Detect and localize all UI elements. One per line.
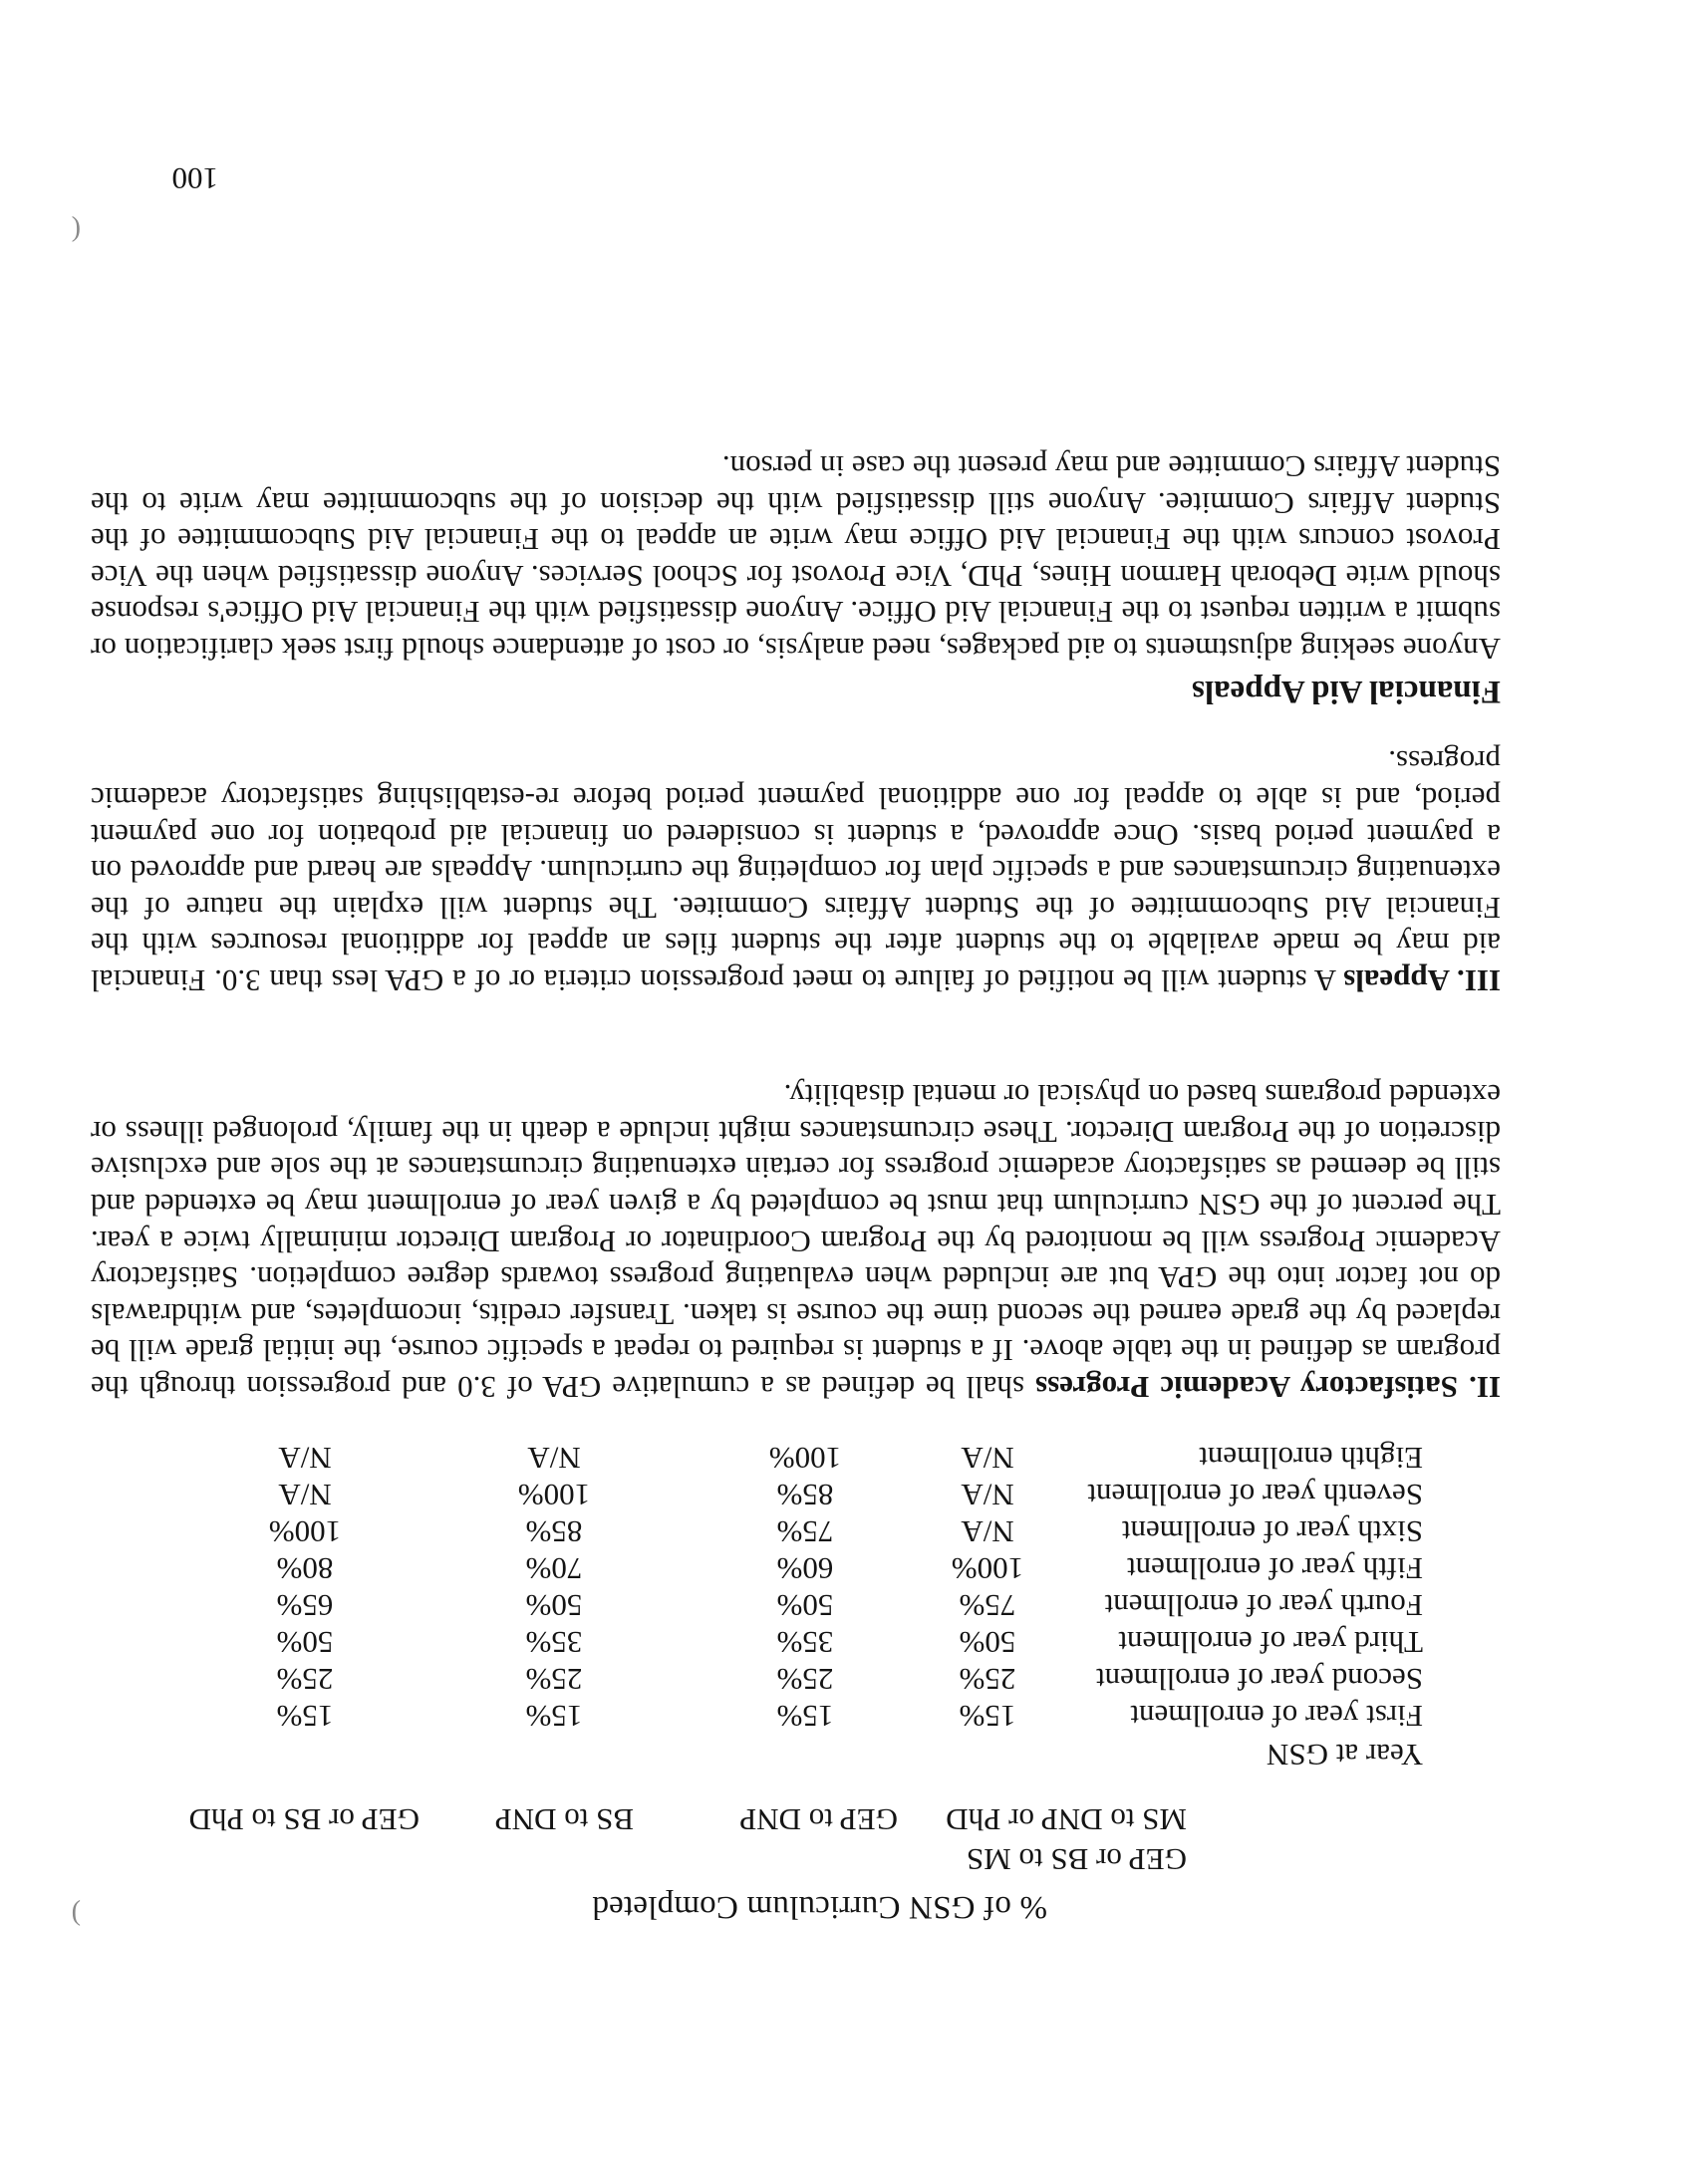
table-cell: 15% [959,1699,1016,1734]
section-text: shall be defined as a cumulative GPA of 3.0 and progression through the program as defined in the table above. If a student is required to repeat a specific course, the initial grade will be replaced by the grade earned the second time the course is taken. Transfer credits, incompletes, and withdrawals do not factor into the GPA but are included when evaluating progress towards degree completion. Satisfactory Academic Progress will be monitored by the Program Coordinator or Program Director minimally twice a year. The percent of the GSN curriculum that must be completed by a given year of enrollment may be extended and still be deemed as satisfactory academic progress for certain extenuating circumstances at the sole and exclusive discretion of the Program Director. These circumstances might include a death in the family, prolonged illness or extended programs based on physical or mental disability. [90,1078,1501,1405]
column-header-gep-bs-ms: GEP or BS to MS [966,1842,1187,1877]
row-header: Year at GSN [1266,1738,1423,1773]
column-header-ms-dnp-phd: MS to DNP or PhD [946,1802,1187,1837]
financial-aid-appeals-heading: Financial Aid Appeals [1192,674,1501,709]
table-cell: 100% [951,1551,1024,1586]
table-cell: 85% [776,1478,834,1512]
table-cell: 100% [768,1441,842,1476]
table-cell: 35% [525,1625,583,1660]
financial-aid-appeals-text: Anyone seeking adjustments to aid packages, need analysis, or cost of attendance should first seek clarification or submit a written request to the Financial Aid Office. Anyone dissatisfied with the Financial Aid Office's response should write Deborah Harmon Hines, PhD, Vice Provost for School Services. Anyone dissatisfied when the Vice Provost concurs with the Financial Aid Office may write an appeal to the Financial Aid Subcommittee of the Student Affairs Commitee. Anyone still dissatisfied with the decision of the subcommittee may write to the Student Affairs Committee and may present the case in person. [91,449,1501,667]
table-cell: 75% [776,1514,834,1549]
table-cell: 70% [525,1551,583,1586]
table-cell: N/A [278,1441,332,1476]
table-caption: % of GSN Curriculum Completed [592,1889,1047,1925]
table-cell: 60% [776,1551,834,1586]
table-cell: N/A [961,1514,1014,1549]
table-cell: 25% [959,1662,1016,1697]
table-cell: 75% [959,1588,1016,1623]
table-row-label: First year of enrollment [1130,1699,1423,1734]
table-cell: 50% [276,1625,334,1660]
table-cell: 25% [525,1662,583,1697]
table-row-label: Sixth year of enrollment [1121,1514,1423,1549]
section-text: A student will be notified of failure to meet progression criteria or of a GPA less than 3.0. Financial aid may be made available to the student after the student files an appeal for additional resources with the Financial Aid Subcommittee of the Student Affairs Commitee. The student will explain the nature of the extenuating circumstances and a specific plan for completing the curriculum. Appeals are heard and approved on a payment period basis. Once approved, a student is considered on financial aid probation for one payment period, and is able to appeal for one additional payment period before re-establishing satisfactory academic progress. [91,744,1501,998]
table-row-label: Seventh year of enrollment [1087,1478,1423,1512]
table-row-label: Fourth year of enrollment [1104,1588,1423,1623]
table-cell: 85% [525,1514,583,1549]
table-cell: N/A [527,1441,581,1476]
table-cell: N/A [961,1478,1014,1512]
table-cell: 65% [276,1588,334,1623]
section-heading: III. Appeals [1343,963,1501,998]
section-appeals [91,743,1501,998]
table-cell: 50% [525,1588,583,1623]
table-cell: 25% [776,1662,834,1697]
table-row-label: Third year of enrollment [1118,1625,1423,1660]
column-header-bs-dnp: BS to DNP [494,1802,634,1837]
page-number: 100 [171,161,218,196]
table-cell: 80% [276,1551,334,1586]
table-cell: 50% [959,1625,1016,1660]
column-header-gep-bs-phd: GEP or BS to PhD [188,1802,420,1837]
column-header-gep-dnp: GEP to DNP [738,1802,898,1837]
table-row-label: Fifth year of enrollment [1127,1551,1423,1586]
table-cell: 15% [525,1699,583,1734]
table-cell: 100% [517,1478,591,1512]
section-heading: II. Satisfactory Academic Progress [1035,1370,1501,1405]
table-cell: 100% [268,1514,342,1549]
binder-mark: ( [71,215,81,246]
table-cell: N/A [961,1441,1014,1476]
section-satisfactory-progress [91,1077,1501,1405]
table-cell: 15% [776,1699,834,1734]
table-row-label: Second year of enrollment [1096,1662,1423,1697]
table-cell: 35% [776,1625,834,1660]
table-cell: N/A [278,1478,332,1512]
binder-mark: ) [71,1899,81,1930]
table-row-label: Eighth enrollment [1199,1441,1423,1476]
table-cell: 15% [276,1699,334,1734]
table-cell: 25% [276,1662,334,1697]
table-cell: 50% [776,1588,834,1623]
